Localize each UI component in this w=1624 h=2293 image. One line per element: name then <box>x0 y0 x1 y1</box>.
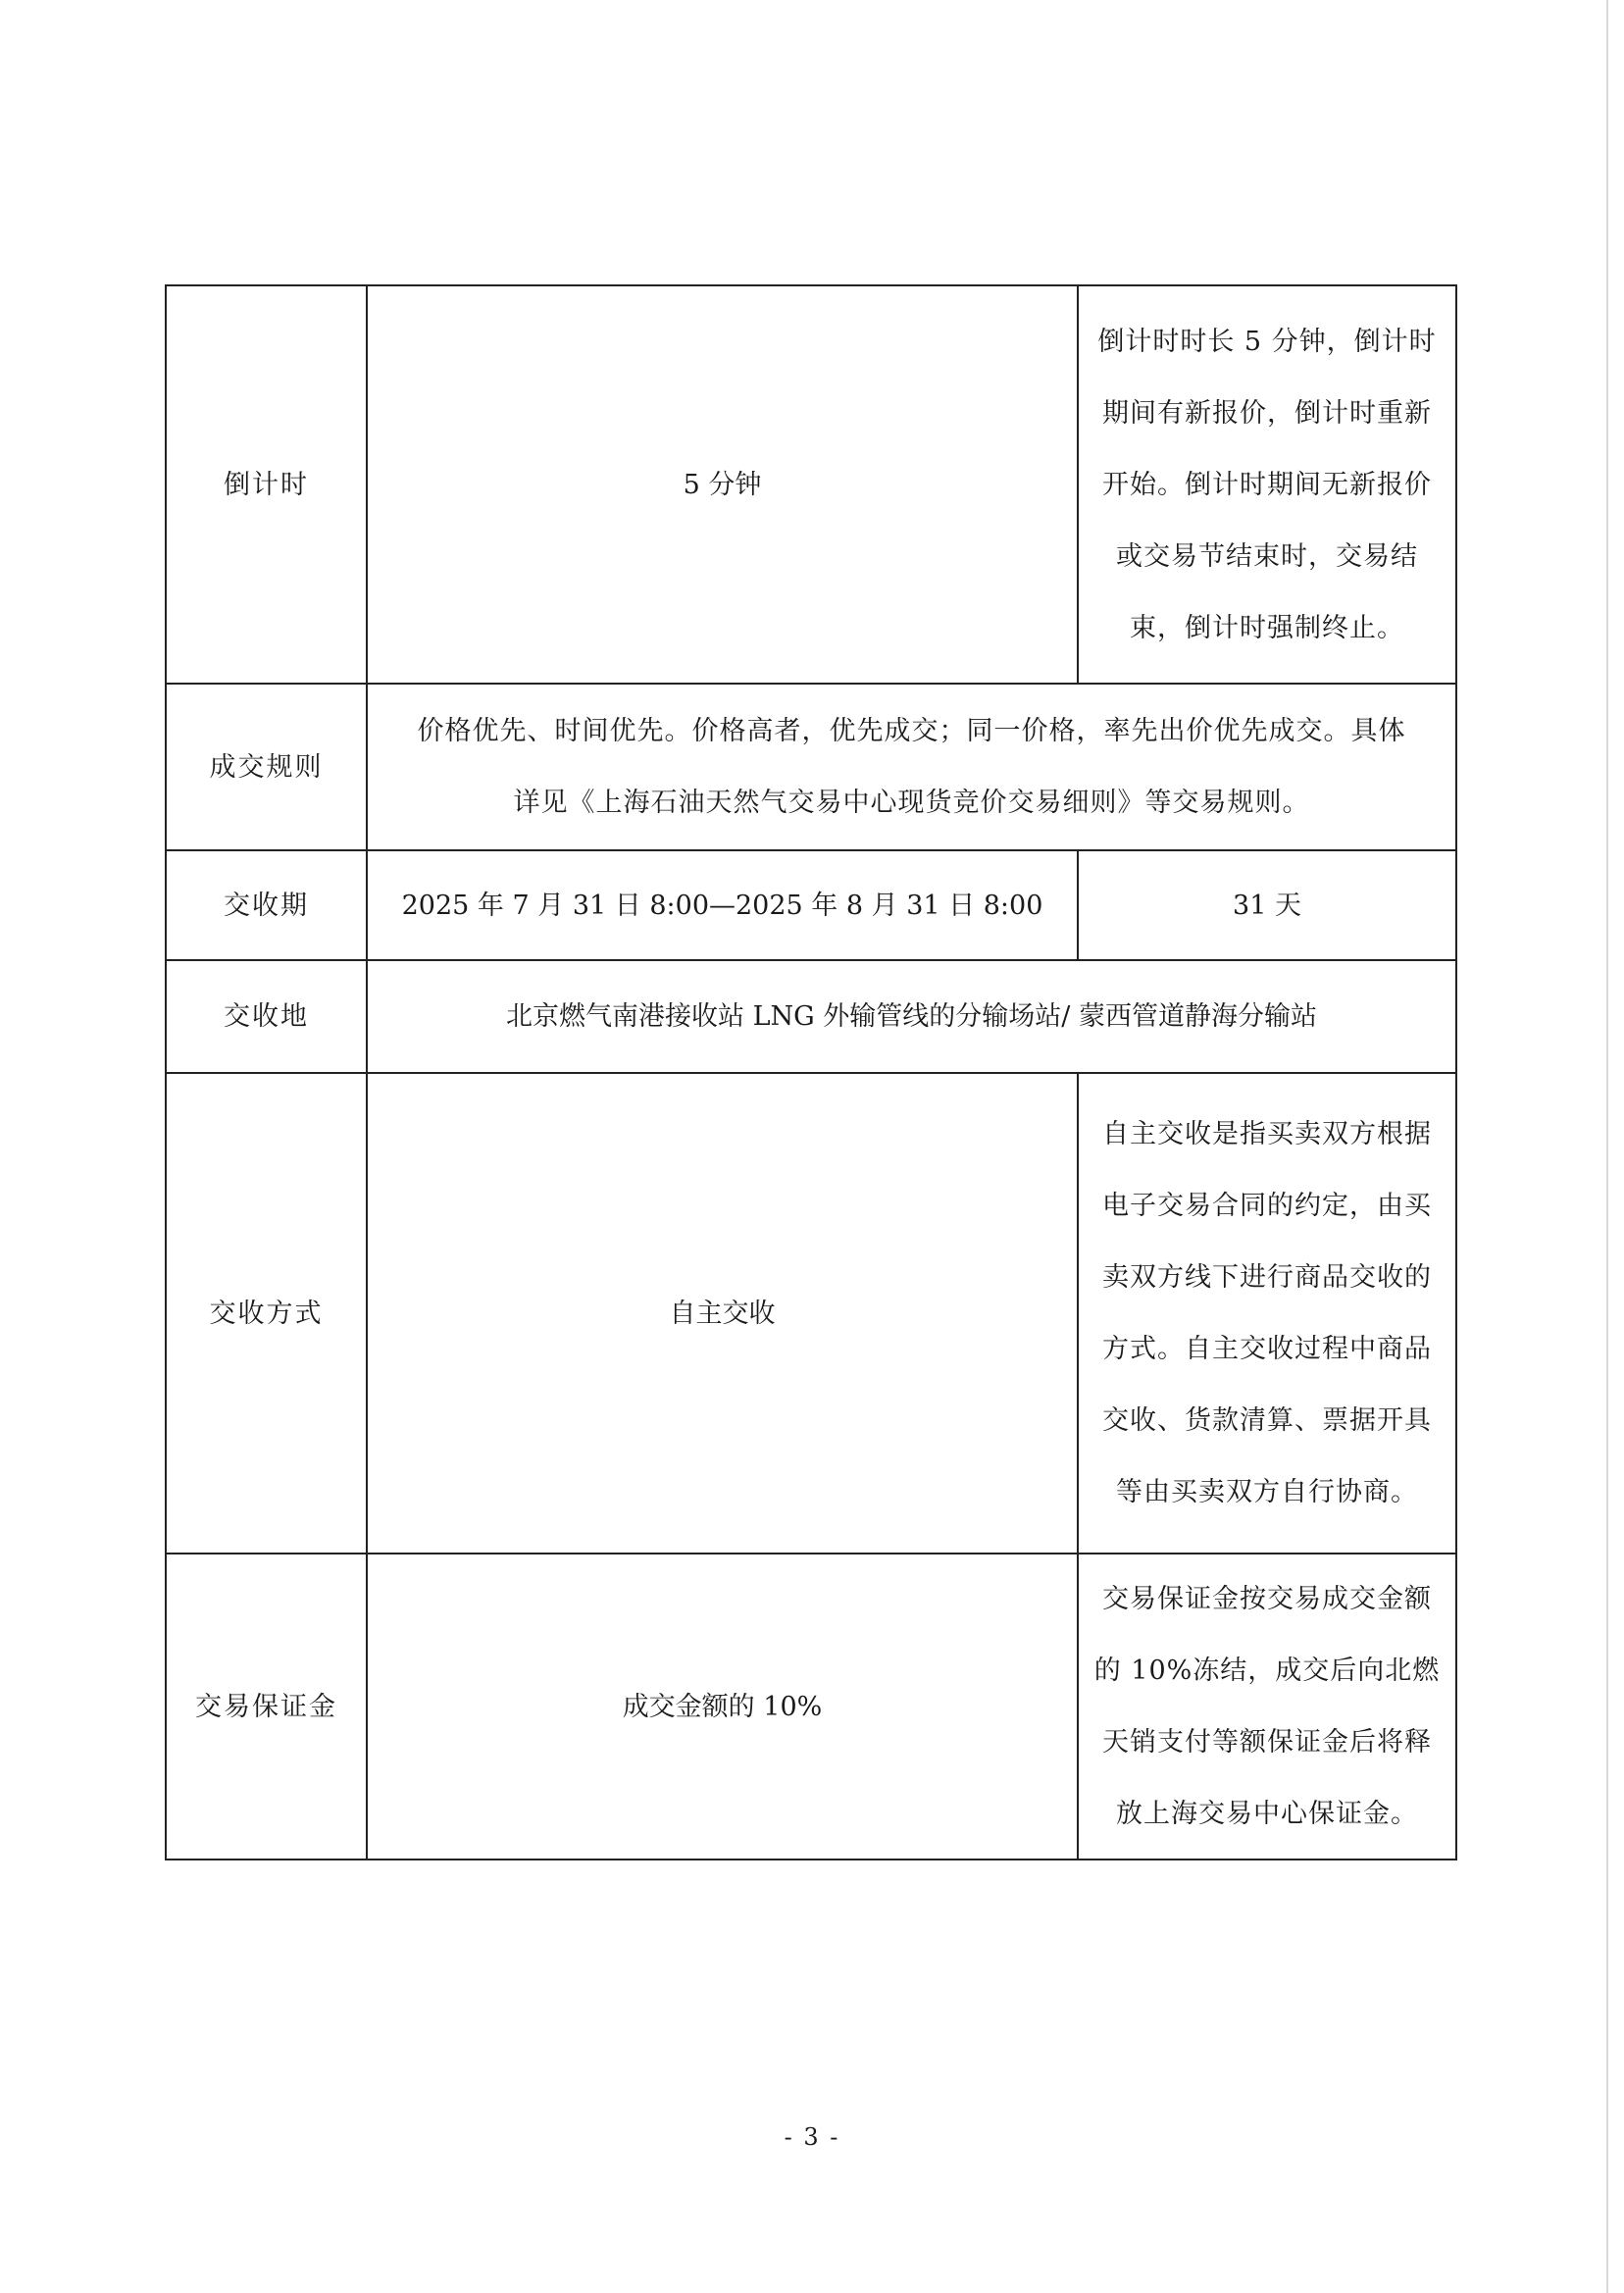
trading-terms-table <box>165 284 1457 1860</box>
deposit-note-line: 放上海交易中心保证金。 <box>1116 1799 1418 1829</box>
place-label: 交收地 <box>166 960 367 1073</box>
rule-text <box>367 684 1456 850</box>
rule-text-line: 价格优先、时间优先。价格高者，优先成交；同一价格，率先出价优先成交。具体 <box>417 716 1406 746</box>
countdown-note-line: 期间有新报价，倒计时重新 <box>1102 397 1432 429</box>
period-days: 31 天 <box>1078 850 1456 960</box>
countdown-note-line: 倒计时时长 5 分钟，倒计时 <box>1097 326 1437 357</box>
table-row-deposit <box>166 1554 1456 1860</box>
rule-label: 成交规则 <box>166 684 367 850</box>
countdown-label: 倒计时 <box>166 285 367 684</box>
period-value: 2025 年 7 月 31 日 8:00—2025 年 8 月 31 日 8:00 <box>367 850 1078 960</box>
method-label: 交收方式 <box>166 1073 367 1554</box>
deposit-note-line: 天销支付等额保证金后将释 <box>1102 1727 1432 1758</box>
countdown-note <box>1078 285 1456 684</box>
table-row-place <box>166 960 1456 1073</box>
deposit-label: 交易保证金 <box>166 1554 367 1860</box>
page-number: - 3 - <box>784 2123 840 2151</box>
table-row-rule <box>166 684 1456 850</box>
method-note-line: 卖双方线下进行商品交收的 <box>1102 1262 1432 1293</box>
method-value: 自主交收 <box>367 1073 1078 1554</box>
countdown-note-line: 开始。倒计时期间无新报价 <box>1102 469 1432 500</box>
method-note-line: 交收、货款清算、票据开具 <box>1102 1405 1432 1436</box>
rule-text-line: 详见《上海石油天然气交易中心现货竞价交易细则》等交易规则。 <box>513 788 1310 818</box>
countdown-note-line: 或交易节结束时，交易结 <box>1116 540 1418 572</box>
method-note <box>1078 1073 1456 1554</box>
method-note-line: 方式。自主交收过程中商品 <box>1102 1334 1432 1364</box>
place-value: 北京燃气南港接收站 LNG 外输管线的分输场站/ 蒙西管道静海分输站 <box>367 960 1456 1073</box>
table-row-period <box>166 850 1456 960</box>
deposit-note <box>1078 1554 1456 1860</box>
scan-edge-line <box>1606 0 1608 2293</box>
method-note-line: 电子交易合同的约定，由买 <box>1102 1191 1432 1221</box>
deposit-value: 成交金额的 10% <box>367 1554 1078 1860</box>
period-label: 交收期 <box>166 850 367 960</box>
deposit-note-line: 的 10%冻结，成交后向北燃 <box>1093 1656 1441 1686</box>
countdown-value: 5 分钟 <box>367 285 1078 684</box>
table-row-method <box>166 1073 1456 1554</box>
method-note-line: 自主交收是指买卖双方根据 <box>1102 1119 1432 1149</box>
method-note-line: 等由买卖双方自行协商。 <box>1116 1477 1418 1507</box>
table-row-countdown <box>166 285 1456 684</box>
deposit-note-line: 交易保证金按交易成交金额 <box>1102 1584 1432 1614</box>
countdown-note-line: 束，倒计时强制终止。 <box>1130 612 1404 643</box>
